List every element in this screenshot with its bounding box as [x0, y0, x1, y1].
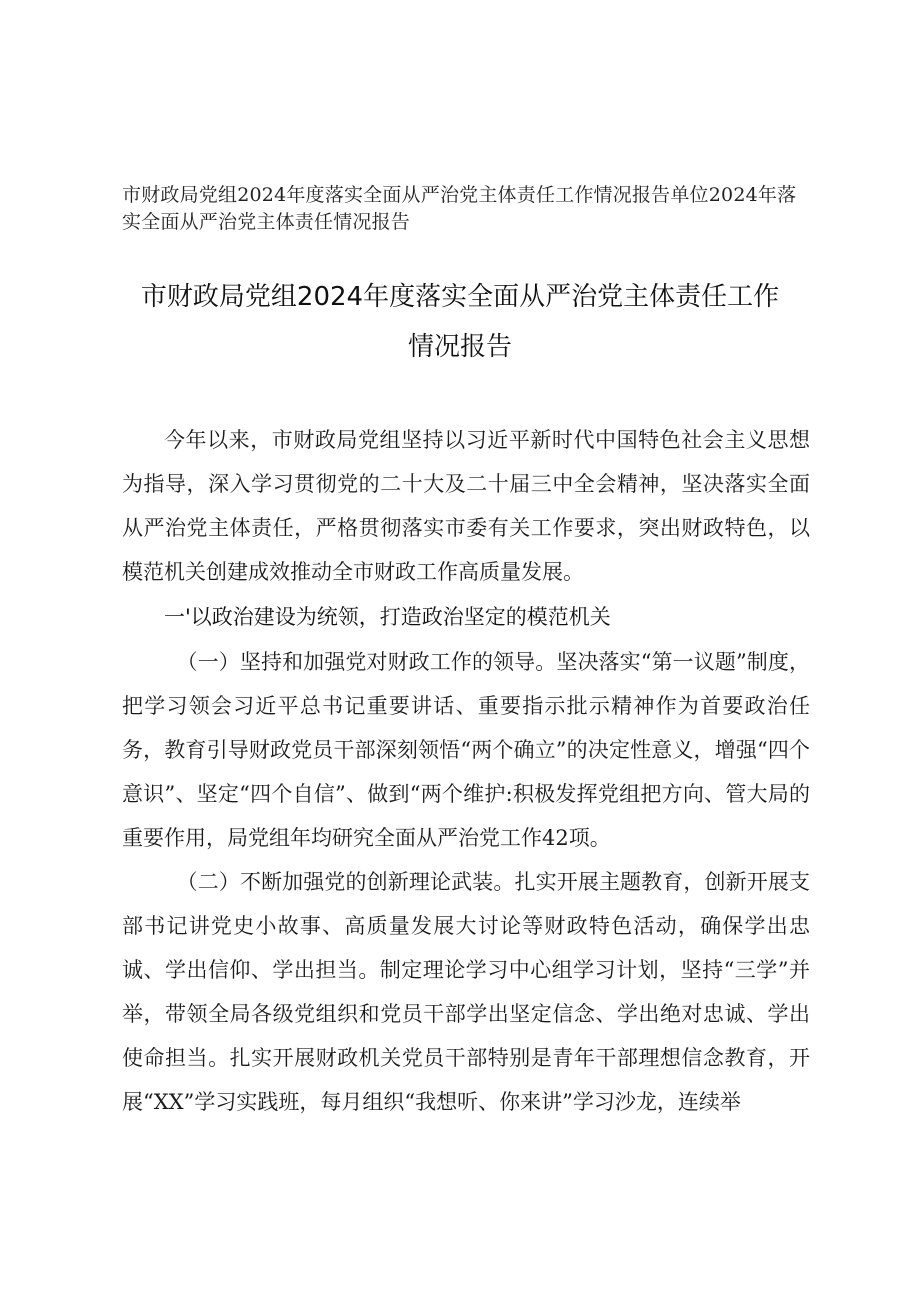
intro-paragraph: 今年以来，市财政局党组坚持以习近平新时代中国特色社会主义思想为指导，深入学习贯彻党的二十大及二十届三中全会精神，坚决落实全面从严治党主体责任，严格贯彻落实市委有关工作要求，突出财政特色，以模范机关创建成效推动全市财政工作高质量发展。 [122, 428, 810, 584]
document-body [122, 418, 810, 1124]
paragraph-item-1: （一）坚持和加强党对财政工作的领导。坚决落实“第一议题”制度，把学习领会习近平总书记重要讲话、重要指示批示精神作为首要政治任务，教育引导财政党员干部深刻领悟“两个确立”的决定性意义，增强“四个意识”、坚定“四个自信”、做到“两个维护:积极发挥党组把方向、管大局的重要作用，局党组年均研究全面从严治党工作42项。 [122, 650, 810, 850]
title-line-2: 情况报告 [407, 332, 512, 362]
page-title [110, 272, 810, 372]
document-header: 市财政局党组2024年度落实全面从严治党主体责任工作情况报告单位2024年落实全面从严治党主体责任情况报告 [122, 184, 797, 233]
section-heading-1: 一'以政治建设为统领，打造政治坚定的模范机关 [164, 605, 611, 629]
paragraph-item-2: （二）不断加强党的创新理论武装。扎实开展主题教育，创新开展支部书记讲党史小故事、高质量发展大讨论等财政特色活动，确保学出忠诚、学出信仰、学出担当。制定理论学习中心组学习计划，坚持“三学”并举，带领全局各级党组织和党员干部学出坚定信念、学出绝对忠诚、学出使命担当。扎实开展财政机关党员干部特别是青年干部理想信念教育，开展“XX”学习实践班，每月组织“我想听、你来讲”学习沙龙，连续举 [122, 870, 810, 1114]
title-line-1: 市财政局党组2024年度落实全面从严治党主体责任工作 [140, 282, 780, 312]
